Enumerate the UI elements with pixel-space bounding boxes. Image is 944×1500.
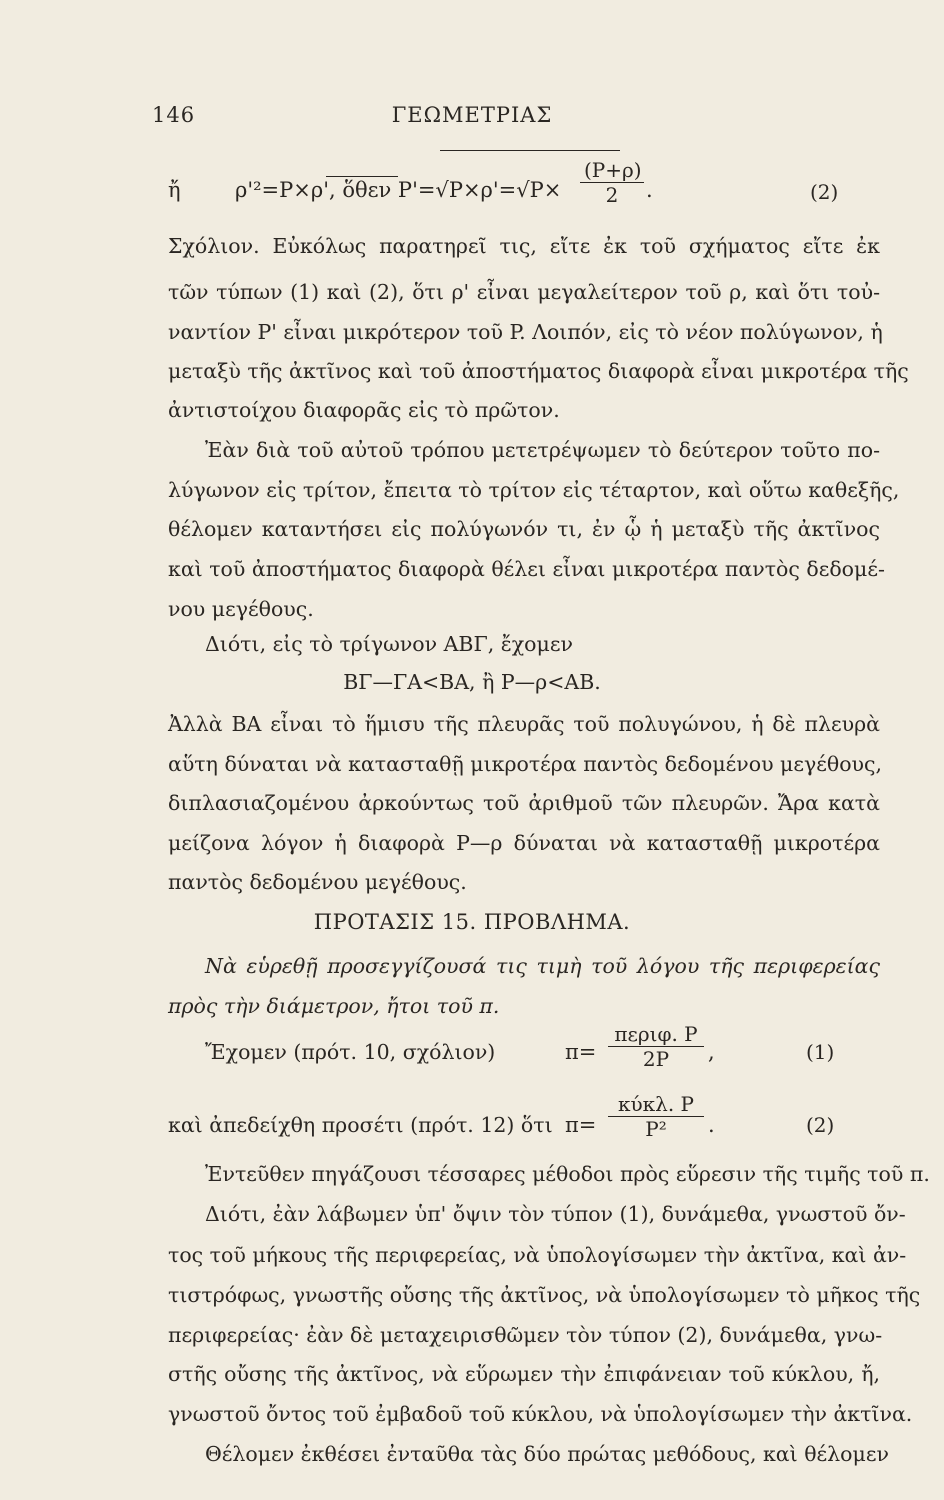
text-line: Ἐντεῦθεν πηγάζουσι τέσσαρες μέθοδοι πρὸς εὕρεσιν τῆς τιμῆς τοῦ π. xyxy=(205,1162,930,1186)
text-line: περιφερείας· ἐὰν δὲ μεταχειρισθῶμεν τὸν τύπον (2), δυνάμεθα, γνω- xyxy=(168,1323,883,1347)
text-line: νου μεγέθους. xyxy=(168,597,314,621)
text-line: αὕτη δύναται νὰ κατασταθῇ μικροτέρα παντὸς δεδομένου μεγέθους, xyxy=(168,752,883,776)
equation-left: ρ'²=P×ρ', ὅθεν P'=√P×ρ'=√P× xyxy=(235,178,562,202)
text-line: Διότι, ἐὰν λάβωμεν ὑπ' ὄψιν τὸν τύπον (1), δυνάμεθα, γνωστοῦ ὄν- xyxy=(205,1202,906,1226)
equation-fraction xyxy=(580,158,644,207)
text-line: ἀντιστοίχου διαφορᾶς εἰς τὸ πρῶτον. xyxy=(168,398,560,422)
equation-number: (2) xyxy=(810,180,839,204)
formula-1-numerator: περιφ. P xyxy=(608,1022,704,1047)
text-line: Σχόλιον. Εὐκόλως παρατηρεῖ τις, εἴτε ἐκ τοῦ σχήματος εἴτε ἐκ xyxy=(168,234,880,258)
text-line: Ἀλλὰ ΒΑ εἶναι τὸ ἥμισυ τῆς πλευρᾶς τοῦ πολυγώνου, ἡ δὲ πλευρὰ xyxy=(168,712,880,736)
formula-2-denominator: P² xyxy=(645,1117,667,1141)
formula-1-tail: , xyxy=(708,1040,715,1064)
text-line: παντὸς δεδομένου μεγέθους. xyxy=(168,870,467,894)
text-line: μεταξὺ τῆς ἀκτῖνος καὶ τοῦ ἀποστήματος διαφορὰ εἶναι μικροτέρα τῆς xyxy=(168,359,909,383)
radical-bar-outer xyxy=(440,150,620,151)
text-line: θέλομεν καταντήσει εἰς πολύγωνόν τι, ἐν ᾧ ἡ μεταξὺ τῆς ἀκτῖνος xyxy=(168,517,880,541)
text-line: τῶν τύπων (1) καὶ (2), ὅτι ρ' εἶναι μεγαλείτερον τοῦ ρ, καὶ ὅτι τοὐ- xyxy=(168,280,880,304)
text-line: ναντίον P' εἶναι μικρότερον τοῦ P. Λοιπόν, εἰς τὸ νέον πολύγωνον, ἡ xyxy=(168,320,883,344)
text-line: Ἐὰν διὰ τοῦ αὐτοῦ τρόπου μετετρέψωμεν τὸ δεύτερον τοῦτο πο- xyxy=(205,438,880,462)
formula-2-fraction xyxy=(608,1092,704,1141)
formula-2-tail: . xyxy=(708,1113,715,1137)
equation-lead: ἤ xyxy=(168,178,181,202)
formula-1-lhs: π= xyxy=(565,1040,597,1064)
proposition-title: ΠΡΟΤΑΣΙΣ 15. ΠΡΟΒΛΗΜΑ. xyxy=(313,910,631,934)
formula-2-lhs: π= xyxy=(565,1113,597,1137)
fraction-numerator: (P+ρ) xyxy=(580,158,644,183)
formula-1-number: (1) xyxy=(806,1040,835,1064)
formula-2-text: καὶ ἀπεδείχθη προσέτι (πρότ. 12) ὅτι xyxy=(168,1113,553,1137)
text-line: λύγωνον εἰς τρίτον, ἔπειτα τὸ τρίτον εἰς τέταρτον, καὶ οὕτω καθεξῆς, xyxy=(168,478,900,502)
inequality-line: ΒΓ—ΓΑ<ΒΑ, ἢ P—ρ<ΑΒ. xyxy=(343,670,601,694)
text-line: τιστρόφως, γνωστῆς οὔσης τῆς ἀκτῖνος, νὰ ὑπολογίσωμεν τὸ μῆκος τῆς xyxy=(168,1283,921,1307)
text-line: Θέλομεν ἐκθέσει ἐνταῦθα τὰς δύο πρώτας μεθόδους, καὶ θέλομεν xyxy=(205,1442,889,1466)
text-line: καὶ τοῦ ἀποστήματος διαφορὰ θέλει εἶναι μικροτέρα παντὸς δεδομέ- xyxy=(168,557,885,581)
text-line: στῆς οὔσης τῆς ἀκτῖνος, νὰ εὕρωμεν τὴν ἐπιφάνειαν τοῦ κύκλου, ἤ, xyxy=(168,1362,880,1386)
formula-2-numerator: κύκλ. P xyxy=(608,1092,704,1117)
text-line: γνωστοῦ ὄντος τοῦ ἐμβαδοῦ τοῦ κύκλου, νὰ ὑπολογίσωμεν τὴν ἀκτῖνα. xyxy=(168,1402,913,1426)
formula-2-number: (2) xyxy=(806,1113,835,1137)
text-line: διπλασιαζομένου ἀρκούντως τοῦ ἀριθμοῦ τῶν πλευρῶν. Ἄρα κατὰ xyxy=(168,791,880,815)
formula-1-fraction xyxy=(608,1022,704,1071)
text-line: μείζονα λόγον ἡ διαφορὰ P—ρ δύναται νὰ κατασταθῇ μικροτέρα xyxy=(168,831,880,855)
radical-bar-inner xyxy=(326,176,398,177)
text-line: Διότι, εἰς τὸ τρίγωνον ΑΒΓ, ἔχομεν xyxy=(205,632,573,656)
formula-1-denominator: 2P xyxy=(642,1047,670,1071)
formula-1-text: Ἔχομεν (πρότ. 10, σχόλιον) xyxy=(205,1040,496,1064)
running-head: ΓΕΩΜΕΤΡΙΑΣ xyxy=(391,103,553,127)
problem-line: πρὸς τὴν διάμετρον, ἤτοι τοῦ π. xyxy=(168,994,500,1018)
page-number: 146 xyxy=(152,103,196,127)
problem-line: Νὰ εὑρεθῇ προσεγγίζουσά τις τιμὴ τοῦ λόγου τῆς περιφερείας xyxy=(205,954,880,978)
text-line: τος τοῦ μήκους τῆς περιφερείας, νὰ ὑπολογίσωμεν τὴν ἀκτῖνα, καὶ ἀν- xyxy=(168,1243,907,1267)
fraction-denominator: 2 xyxy=(605,183,619,207)
equation-tail: . xyxy=(646,178,653,202)
